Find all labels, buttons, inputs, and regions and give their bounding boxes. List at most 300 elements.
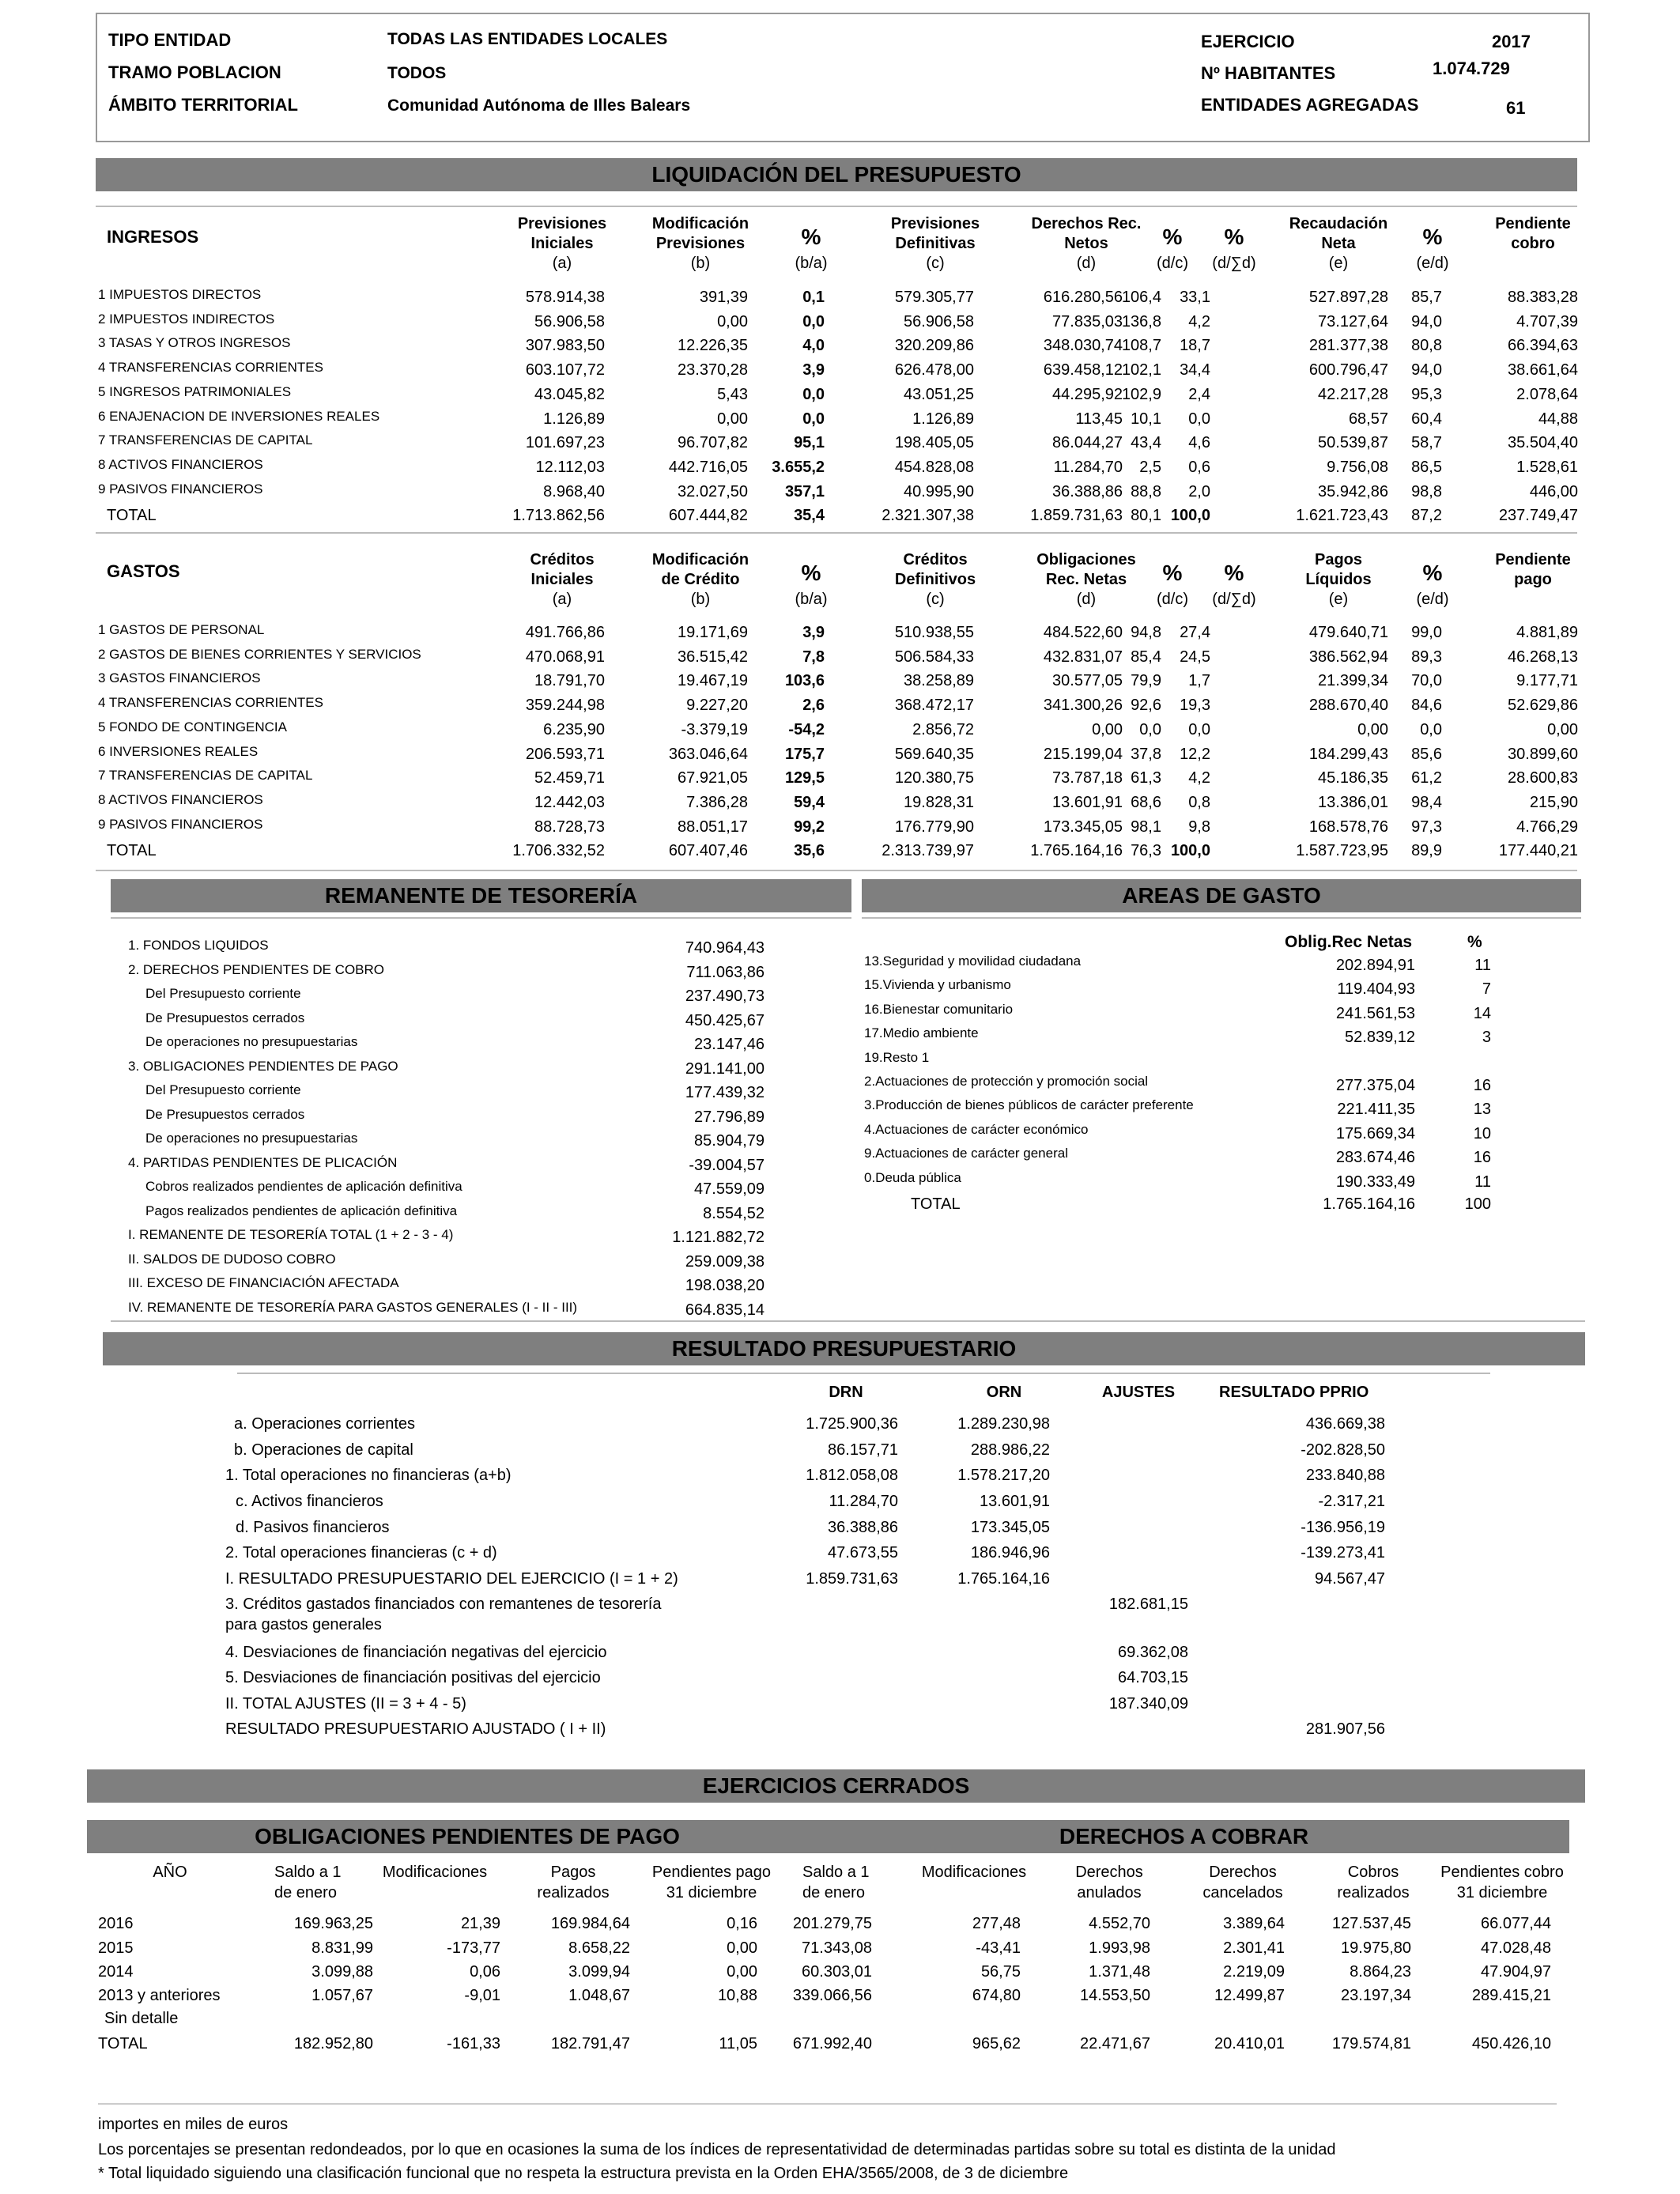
gastos-cell: 46.268,13: [1508, 648, 1578, 666]
cerrados-cell: -173,77: [447, 1939, 500, 1957]
remanente-row-label: 2. DERECHOS PENDIENTES DE COBRO: [128, 962, 385, 977]
ingresos-cell: 50.539,87: [1318, 434, 1388, 451]
ingresos-cell: 0,6: [1188, 459, 1210, 476]
resultado-cell: 1.725.900,36: [806, 1415, 898, 1433]
ingresos-cell: 136,8: [1121, 313, 1161, 330]
ingresos-cell: 639.458,12: [1043, 361, 1123, 379]
ingresos-header-8-0: %: [1422, 225, 1443, 249]
gastos-cell: 21.399,34: [1318, 672, 1388, 689]
tramo-label: TRAMO POBLACION: [108, 62, 281, 82]
ingresos-cell: 348.030,74: [1043, 337, 1123, 354]
gastos-row-label: 9 PASIVOS FINANCIEROS: [98, 817, 263, 832]
gastos-cell: 363.046,64: [668, 746, 748, 763]
ingresos-header-9-1: cobro: [1511, 235, 1555, 252]
ingresos-total-cell: 80,1: [1131, 507, 1161, 524]
gastos-cell: 9,8: [1188, 818, 1210, 836]
cerrados-header-8-0: Derechos: [1209, 1864, 1277, 1881]
resultado-row-label: para gastos generales: [225, 1616, 382, 1633]
gastos-total-cell: 35,6: [794, 842, 825, 859]
ingresos-cell: 96.707,82: [678, 434, 748, 451]
remanente-row-value: 291.141,00: [685, 1060, 764, 1078]
gastos-cell: 38.258,89: [904, 672, 974, 689]
gastos-cell: 84,6: [1411, 697, 1442, 714]
cerrados-row-year: Sin detalle: [104, 2010, 179, 2027]
cerrados-cell: 11,05: [719, 2035, 757, 2052]
ingresos-row-label: 4 TRANSFERENCIAS CORRIENTES: [98, 360, 323, 375]
gastos-cell: 88.728,73: [534, 818, 605, 836]
cerrados-header-2-0: Modificaciones: [382, 1864, 488, 1881]
habitantes-label: Nº HABITANTES: [1201, 63, 1336, 83]
ingresos-cell: 35.942,86: [1318, 483, 1388, 500]
remanente-row-value: 23.147,46: [694, 1036, 764, 1053]
ingresos-cell: 11.284,70: [1053, 459, 1123, 476]
gastos-row-label: 1 GASTOS DE PERSONAL: [98, 622, 265, 637]
cerrados-cell: 1.371,48: [1089, 1963, 1150, 1981]
cerrados-header-10-1: 31 diciembre: [1456, 1884, 1548, 1901]
gastos-cell: 30.899,60: [1508, 746, 1578, 763]
ingresos-cell: 3,9: [802, 361, 825, 379]
ingresos-total-cell: 1.859.731,63: [1030, 507, 1123, 524]
ingresos-cell: 0,0: [802, 313, 825, 330]
resultado-col-orn: ORN: [986, 1384, 1022, 1401]
ingresos-cell: 10,1: [1131, 410, 1161, 428]
cerrados-header-1-1: de enero: [274, 1884, 337, 1901]
remanente-row-label: 4. PARTIDAS PENDIENTES DE PLICACIÓN: [128, 1155, 398, 1170]
divider: [96, 206, 1577, 207]
area-total-label: TOTAL: [911, 1195, 961, 1213]
resultado-row-label: d. Pasivos financieros: [236, 1519, 390, 1536]
resultado-row-label: 5. Desviaciones de financiación positivas del ejercicio: [225, 1669, 601, 1686]
area-total-value: 1.765.164,16: [1323, 1195, 1415, 1213]
remanente-row-value: 740.964,43: [685, 939, 764, 957]
ingresos-total-cell: 87,2: [1411, 507, 1442, 524]
gastos-cell: 24,5: [1180, 648, 1210, 666]
gastos-header-3-2: (c): [926, 591, 945, 608]
remanente-row-value: 450.425,67: [685, 1012, 764, 1029]
cerrados-cell: 22.471,67: [1080, 2035, 1150, 2052]
cerrados-row-year: 2015: [98, 1939, 134, 1957]
cerrados-cell: 71.343,08: [802, 1939, 872, 1957]
ambito-label: ÁMBITO TERRITORIAL: [108, 95, 298, 115]
ingresos-cell: 4,2: [1188, 313, 1210, 330]
gastos-cell: 52.629,86: [1508, 697, 1578, 714]
area-row-value: 283.674,46: [1335, 1149, 1415, 1166]
ingresos-row-label: 8 ACTIVOS FINANCIEROS: [98, 457, 263, 472]
ingresos-header-3-2: (c): [926, 255, 945, 272]
gastos-cell: 6.235,90: [543, 721, 605, 738]
area-row-label: 19.Resto 1: [864, 1050, 930, 1065]
gastos-total-cell: 100,0: [1170, 842, 1210, 859]
gastos-header-6-0: %: [1224, 561, 1244, 585]
ingresos-total-cell: 237.749,47: [1498, 507, 1578, 524]
remanente-row-label: II. SALDOS DE DUDOSO COBRO: [128, 1252, 336, 1267]
ingresos-header-9-0: Pendiente: [1495, 215, 1571, 232]
gastos-cell: 67.921,05: [678, 769, 748, 787]
ingresos-header-0-0: Previsiones: [517, 215, 607, 232]
gastos-cell: 0,0: [1139, 721, 1161, 738]
gastos-cell: 98,1: [1131, 818, 1161, 836]
ingresos-cell: 527.897,28: [1308, 289, 1388, 306]
ingresos-total-cell: 1.621.723,43: [1296, 507, 1388, 524]
ingresos-cell: 23.370,28: [678, 361, 748, 379]
ingresos-cell: 43.045,82: [534, 386, 605, 403]
areas-col-oblig: Oblig.Rec Netas: [1285, 933, 1413, 951]
areas-col-pct: %: [1467, 933, 1482, 951]
ingresos-cell: 2.078,64: [1516, 386, 1578, 403]
area-row-label: 4.Actuaciones de carácter económico: [864, 1122, 1089, 1137]
cerrados-title: EJERCICIOS CERRADOS: [87, 1769, 1585, 1803]
resultado-row-label: I. RESULTADO PRESUPUESTARIO DEL EJERCICIO (I = 1 + 2): [225, 1570, 678, 1588]
ingresos-cell: 603.107,72: [525, 361, 605, 379]
gastos-cell: 168.578,76: [1308, 818, 1388, 836]
footnote-units: importes en miles de euros: [98, 2116, 289, 2133]
obligaciones-title: OBLIGACIONES PENDIENTES DE PAGO: [87, 1820, 848, 1853]
ingresos-total-label: TOTAL: [107, 507, 157, 524]
resultado-row-label: a. Operaciones corrientes: [234, 1415, 416, 1433]
ingresos-row-label: 9 PASIVOS FINANCIEROS: [98, 481, 263, 497]
gastos-header-3-0: Créditos: [903, 551, 968, 568]
ingresos-cell: 94,0: [1411, 361, 1442, 379]
gastos-cell: 2,6: [802, 697, 825, 714]
ingresos-cell: 626.478,00: [894, 361, 974, 379]
remanente-row-value: 259.009,38: [685, 1253, 764, 1271]
gastos-row-label: 5 FONDO DE CONTINGENCIA: [98, 719, 287, 734]
cerrados-cell: 450.426,10: [1471, 2035, 1551, 2052]
cerrados-header-4-1: 31 diciembre: [666, 1884, 757, 1901]
ingresos-header-0-1: Iniciales: [530, 235, 594, 252]
gastos-header-8-0: %: [1422, 561, 1443, 585]
gastos-header-3-1: Definitivos: [894, 571, 976, 588]
ingresos-cell: 35.504,40: [1508, 434, 1578, 451]
cerrados-cell: 8.658,22: [568, 1939, 630, 1957]
resultado-row-label: 2. Total operaciones financieras (c + d): [225, 1544, 497, 1561]
ingresos-header-6-0: %: [1224, 225, 1244, 249]
gastos-cell: 94,8: [1131, 624, 1161, 641]
ingresos-header-7-1: Neta: [1321, 235, 1356, 252]
remanente-row-value: 664.835,14: [685, 1301, 764, 1319]
gastos-cell: 13.601,91: [1052, 794, 1123, 811]
resultado-row-label: c. Activos financieros: [236, 1493, 383, 1510]
resultado-col-ajustes: AJUSTES: [1101, 1384, 1176, 1401]
cerrados-cell: 14.553,50: [1080, 1987, 1150, 2004]
remanente-row-label: Del Presupuesto corriente: [145, 986, 301, 1001]
gastos-row-label: 4 TRANSFERENCIAS CORRIENTES: [98, 695, 323, 710]
tipo-entidad-label: TIPO ENTIDAD: [108, 30, 232, 50]
gastos-cell: 19.828,31: [904, 794, 974, 811]
gastos-cell: 215,90: [1529, 794, 1578, 811]
gastos-cell: 569.640,35: [894, 746, 974, 763]
footnote-rounding: Los porcentajes se presentan redondeados, por lo que en ocasiones la suma de los índices de representatividad de determinadas partidas sobre su total es distinta de la unidad: [98, 2141, 1336, 2158]
ingresos-cell: 9.756,08: [1327, 459, 1388, 476]
remanente-title: REMANENTE DE TESORERÍA: [111, 879, 851, 912]
ingresos-cell: 77.835,03: [1052, 313, 1123, 330]
cerrados-cell: 19.975,80: [1341, 1939, 1411, 1957]
ingresos-cell: 281.377,38: [1308, 337, 1388, 354]
area-row-pct: 16: [1473, 1077, 1491, 1094]
resultado-row-label: II. TOTAL AJUSTES (II = 3 + 4 - 5): [225, 1695, 466, 1713]
resultado-cell: 64.703,15: [1118, 1669, 1188, 1686]
gastos-header-5-2: (d/c): [1157, 591, 1188, 608]
remanente-row-value: 237.490,73: [685, 987, 764, 1005]
gastos-cell: 59,4: [794, 794, 825, 811]
cerrados-header-8-1: cancelados: [1202, 1884, 1283, 1901]
gastos-cell: 0,00: [1357, 721, 1388, 738]
ingresos-cell: 1.126,89: [912, 410, 974, 428]
resultado-cell: 86.157,71: [828, 1441, 898, 1459]
cerrados-header-7-1: anulados: [1077, 1884, 1142, 1901]
cerrados-cell: 3.099,88: [311, 1963, 373, 1981]
ingresos-cell: 86,5: [1411, 459, 1442, 476]
ingresos-header-3-0: Previsiones: [890, 215, 980, 232]
gastos-header-0-2: (a): [552, 591, 572, 608]
ingresos-cell: 12.112,03: [535, 459, 605, 476]
gastos-header-9-1: pago: [1514, 571, 1552, 588]
ingresos-cell: 34,4: [1180, 361, 1210, 379]
area-row-pct: 7: [1482, 980, 1491, 998]
gastos-row-label: 8 ACTIVOS FINANCIEROS: [98, 792, 263, 807]
remanente-row-value: 177.439,32: [685, 1084, 764, 1101]
cerrados-cell: -161,33: [447, 2035, 500, 2052]
resultado-cell: 187.340,09: [1108, 1695, 1188, 1713]
remanente-row-label: Pagos realizados pendientes de aplicación definitiva: [145, 1203, 458, 1218]
gastos-total-cell: 607.407,46: [668, 842, 748, 859]
ingresos-cell: 36.388,86: [1052, 483, 1123, 500]
cerrados-cell: 0,06: [470, 1963, 500, 1981]
ingresos-cell: 94,0: [1411, 313, 1442, 330]
ingresos-row-label: 2 IMPUESTOS INDIRECTOS: [98, 312, 275, 327]
remanente-row-value: 8.554,52: [703, 1205, 764, 1222]
remanente-row-label: 1. FONDOS LIQUIDOS: [128, 938, 269, 953]
ingresos-cell: 42.217,28: [1318, 386, 1388, 403]
cerrados-cell: 60.303,01: [802, 1963, 872, 1981]
ingresos-cell: 8.968,40: [543, 483, 605, 500]
area-row-pct: 13: [1473, 1101, 1491, 1118]
ingresos-total-cell: 1.713.862,56: [512, 507, 605, 524]
gastos-header-4-2: (d): [1076, 591, 1097, 608]
cerrados-row-year: 2014: [98, 1963, 134, 1981]
gastos-cell: 19.467,19: [678, 672, 748, 689]
remanente-row-label: Cobros realizados pendientes de aplicación definitiva: [145, 1179, 462, 1194]
gastos-header-7-2: (e): [1328, 591, 1349, 608]
gastos-cell: 13.386,01: [1318, 794, 1388, 811]
ingresos-cell: 40.995,90: [904, 483, 974, 500]
gastos-cell: 98,4: [1411, 794, 1442, 811]
ingresos-cell: 600.796,47: [1308, 361, 1388, 379]
area-row-value: 221.411,35: [1337, 1101, 1415, 1118]
cerrados-header-3-0: Pagos: [550, 1864, 596, 1881]
cerrados-cell: 3.099,94: [568, 1963, 630, 1981]
gastos-cell: 88.051,17: [678, 818, 748, 836]
cerrados-cell: 277,48: [972, 1915, 1021, 1932]
resultado-cell: 281.907,56: [1305, 1720, 1385, 1738]
resultado-cell: 47.673,55: [828, 1544, 898, 1561]
ingresos-cell: 88,8: [1131, 483, 1161, 500]
ingresos-cell: 95,3: [1411, 386, 1442, 403]
gastos-header-2-0: %: [801, 561, 821, 585]
resultado-cell: 1.289.230,98: [957, 1415, 1050, 1433]
area-row-pct: 3: [1482, 1029, 1491, 1046]
ingresos-header-4-2: (d): [1076, 255, 1097, 272]
remanente-row-label: De Presupuestos cerrados: [145, 1010, 305, 1025]
ingresos-cell: 98,8: [1411, 483, 1442, 500]
resultado-cell: -139.273,41: [1301, 1544, 1385, 1561]
remanente-row-label: De Presupuestos cerrados: [145, 1107, 305, 1122]
ingresos-cell: 442.716,05: [668, 459, 748, 476]
ingresos-cell: 391,39: [699, 289, 748, 306]
resultado-cell: 173.345,05: [970, 1519, 1050, 1536]
gastos-cell: 61,3: [1131, 769, 1161, 787]
ingresos-cell: 85,7: [1411, 289, 1442, 306]
ingresos-header-5-0: %: [1162, 225, 1183, 249]
areas-title: AREAS DE GASTO: [862, 879, 1581, 912]
area-total-pct: 100: [1464, 1195, 1491, 1213]
ingresos-header-6-2: (d/∑d): [1212, 255, 1256, 272]
ingresos-cell: 2,5: [1139, 459, 1161, 476]
gastos-cell: 30.577,05: [1052, 672, 1123, 689]
area-row-value: 119.404,93: [1337, 980, 1415, 998]
ingresos-cell: 108,7: [1121, 337, 1161, 354]
gastos-cell: 12,2: [1180, 746, 1210, 763]
tramo-value: TODOS: [387, 64, 447, 82]
area-row-pct: 11: [1474, 957, 1491, 974]
gastos-row-label: 7 TRANSFERENCIAS DE CAPITAL: [98, 768, 313, 783]
area-row-pct: 10: [1473, 1125, 1491, 1142]
ejercicio-value: 2017: [1492, 32, 1531, 51]
cerrados-cell: 179.574,81: [1331, 2035, 1411, 2052]
ingresos-header-3-1: Definitivas: [895, 235, 976, 252]
resultado-cell: 11.284,70: [829, 1493, 898, 1510]
ingresos-total-cell: 607.444,82: [668, 507, 748, 524]
area-row-label: 13.Seguridad y movilidad ciudadana: [864, 954, 1082, 969]
gastos-cell: 85,6: [1411, 746, 1442, 763]
gastos-header-1-2: (b): [690, 591, 711, 608]
gastos-header-8-2: (e/d): [1416, 591, 1449, 608]
gastos-cell: 491.766,86: [525, 624, 605, 641]
resultado-row-label: 1. Total operaciones no financieras (a+b): [225, 1467, 512, 1484]
cerrados-cell: 127.537,45: [1331, 1915, 1411, 1932]
ambito-value: Comunidad Autónoma de Illes Balears: [387, 96, 691, 115]
ingresos-cell: 446,00: [1529, 483, 1578, 500]
gastos-cell: 0,8: [1188, 794, 1210, 811]
gastos-header-4-1: Rec. Netas: [1045, 571, 1127, 588]
cerrados-cell: 2.301,41: [1223, 1939, 1285, 1957]
ingresos-cell: 44.295,92: [1052, 386, 1123, 403]
gastos-cell: 99,2: [794, 818, 825, 836]
gastos-cell: 0,00: [1547, 721, 1578, 738]
gastos-total-cell: 2.313.739,97: [882, 842, 974, 859]
gastos-total-cell: 1.706.332,52: [512, 842, 605, 859]
cerrados-header-5-1: de enero: [802, 1884, 865, 1901]
ingresos-cell: 101.697,23: [525, 434, 605, 451]
cerrados-cell: 56,75: [980, 1963, 1021, 1981]
gastos-cell: 70,0: [1411, 672, 1442, 689]
gastos-cell: 19.171,69: [678, 624, 748, 641]
gastos-cell: 99,0: [1411, 624, 1442, 641]
remanente-row-label: 3. OBLIGACIONES PENDIENTES DE PAGO: [128, 1059, 398, 1074]
ingresos-cell: 38.661,64: [1508, 361, 1578, 379]
gastos-header-0-0: Créditos: [530, 551, 595, 568]
gastos-header-6-2: (d/∑d): [1212, 591, 1256, 608]
habitantes-value: 1.074.729: [1433, 59, 1510, 78]
gastos-cell: 79,9: [1131, 672, 1161, 689]
cerrados-cell: 671.992,40: [792, 2035, 872, 2052]
cerrados-cell: 289.415,21: [1471, 1987, 1551, 2004]
gastos-cell: 89,3: [1411, 648, 1442, 666]
ingresos-cell: 0,0: [1188, 410, 1210, 428]
resultado-cell: 233.840,88: [1305, 1467, 1385, 1484]
gastos-cell: 85,4: [1131, 648, 1161, 666]
ingresos-cell: 5,43: [717, 386, 748, 403]
ingresos-header-8-2: (e/d): [1416, 255, 1449, 272]
ingresos-cell: 43.051,25: [904, 386, 974, 403]
ingresos-total-cell: 35,4: [794, 507, 825, 524]
ingresos-cell: 68,57: [1348, 410, 1388, 428]
cerrados-header-5-0: Saldo a 1: [802, 1864, 870, 1881]
divider: [111, 917, 851, 919]
ingresos-cell: 18,7: [1180, 337, 1210, 354]
ingresos-row-label: 5 INGRESOS PATRIMONIALES: [98, 384, 292, 399]
area-row-label: 16.Bienestar comunitario: [864, 1002, 1014, 1017]
gastos-cell: 120.380,75: [894, 769, 974, 787]
ingresos-cell: 33,1: [1180, 289, 1210, 306]
area-row-pct: 11: [1474, 1173, 1491, 1191]
cerrados-cell: 0,00: [727, 1939, 757, 1957]
area-row-value: 277.375,04: [1335, 1077, 1415, 1094]
gastos-cell: 68,6: [1131, 794, 1161, 811]
gastos-cell: 92,6: [1131, 697, 1161, 714]
ingresos-cell: 106,4: [1121, 289, 1161, 306]
gastos-header-9-0: Pendiente: [1495, 551, 1571, 568]
resultado-title: RESULTADO PRESUPUESTARIO: [103, 1332, 1585, 1365]
area-row-label: 2.Actuaciones de protección y promoción social: [864, 1074, 1149, 1089]
remanente-row-label: De operaciones no presupuestarias: [145, 1131, 358, 1146]
cerrados-cell: 0,16: [727, 1915, 757, 1932]
ejercicio-label: EJERCICIO: [1201, 32, 1295, 51]
cerrados-cell: 20.410,01: [1214, 2035, 1285, 2052]
derechos-title: DERECHOS A COBRAR: [798, 1820, 1569, 1853]
resultado-row-label: RESULTADO PRESUPUESTARIO AJUSTADO ( I + II): [225, 1720, 606, 1738]
ingresos-cell: 616.280,56: [1043, 289, 1123, 306]
gastos-cell: 103,6: [784, 672, 825, 689]
remanente-row-value: 47.559,09: [694, 1180, 764, 1198]
ingresos-cell: 12.226,35: [678, 337, 748, 354]
ingresos-cell: 0,0: [802, 410, 825, 428]
cerrados-cell: 1.057,67: [311, 1987, 373, 2004]
gastos-cell: 52.459,71: [534, 769, 605, 787]
entidades-value: 61: [1506, 98, 1526, 118]
gastos-cell: 432.831,07: [1043, 648, 1123, 666]
gastos-total-cell: 1.765.164,16: [1030, 842, 1123, 859]
cerrados-cell: 12.499,87: [1214, 1987, 1285, 2004]
divider: [237, 1373, 1490, 1374]
area-row-label: 3.Producción de bienes públicos de carácter preferente: [864, 1097, 1194, 1112]
gastos-cell: 4,2: [1188, 769, 1210, 787]
ingresos-cell: 102,1: [1121, 361, 1161, 379]
resultado-cell: 186.946,96: [970, 1544, 1050, 1561]
resultado-cell: 69.362,08: [1118, 1644, 1188, 1661]
ingresos-cell: 60,4: [1411, 410, 1442, 428]
header-box: [96, 13, 1590, 142]
gastos-cell: 1,7: [1188, 672, 1210, 689]
divider: [98, 2103, 1557, 2105]
gastos-cell: 36.515,42: [678, 648, 748, 666]
ingresos-cell: 4,0: [802, 337, 825, 354]
gastos-cell: 28.600,83: [1508, 769, 1578, 787]
gastos-cell: 61,2: [1411, 769, 1442, 787]
cerrados-header-4-0: Pendientes pago: [651, 1864, 772, 1881]
cerrados-cell: 169.963,25: [293, 1915, 373, 1932]
resultado-cell: -2.317,21: [1318, 1493, 1385, 1510]
